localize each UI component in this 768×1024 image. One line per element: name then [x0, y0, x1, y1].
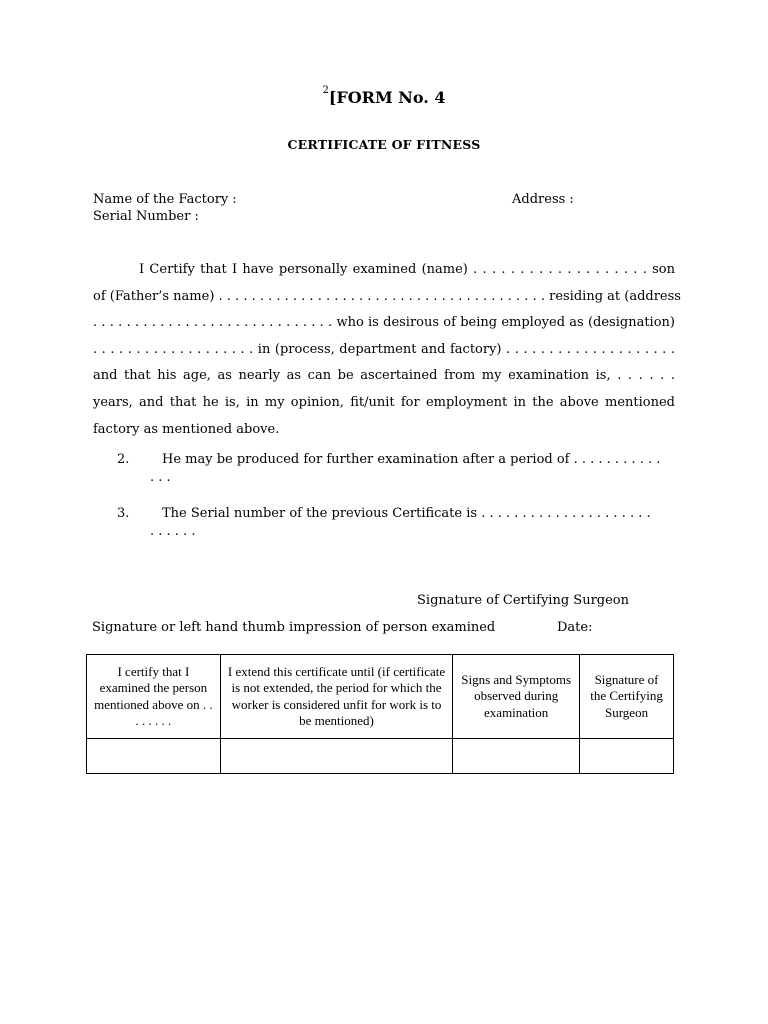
table-header-row [87, 655, 674, 739]
extension-table [86, 654, 674, 774]
item-number: 3. [117, 506, 130, 521]
date-label: Date: [557, 620, 593, 635]
paragraph-line: factory as mentioned above. [93, 421, 280, 437]
table-cell[interactable] [87, 739, 221, 774]
paragraph-line: . . . . . . . . . . . . . . . . . . . . . . . . . . . . . who is desirous of being employed as (designation) [93, 315, 675, 331]
item-continuation: . . . [150, 470, 171, 485]
footnote-marker: 2 [322, 84, 329, 96]
address-label: Address : [512, 192, 574, 207]
item-text: He may be produced for further examination after a period of . . . . . . . . . . . [162, 452, 661, 467]
factory-name-label: Name of the Factory : [93, 192, 237, 207]
item-text: The Serial number of the previous Certificate is . . . . . . . . . . . . . . . . . . . . . [162, 506, 651, 521]
person-signature-label: Signature or left hand thumb impression of person examined [92, 620, 496, 635]
header-cell-extend-until: I extend this certificate until (if certificate is not extended, the period for which the worker is considered unfit for work is to be mentioned) [220, 655, 452, 739]
certificate-paragraph [93, 257, 681, 443]
surgeon-signature-label: Signature of Certifying Surgeon [417, 593, 629, 608]
item-continuation: . . . . . . [150, 524, 196, 539]
certificate-heading: CERTIFICATE OF FITNESS [287, 137, 481, 152]
table-cell[interactable] [220, 739, 452, 774]
item-number: 2. [117, 452, 130, 467]
paragraph-line: and that his age, as nearly as can be ascertained from my examination is, . . . . . . [93, 368, 675, 384]
paragraph-line: . . . . . . . . . . . . . . . . . . . in (process, department and factory) . . . . . . . . . . . . . . . . . . . . [93, 341, 675, 357]
form-title [0, 84, 768, 107]
table-row [87, 739, 674, 774]
paragraph-line: years, and that he is, in my opinion, fit/unit for employment in the above mentioned [93, 394, 675, 410]
header-cell-signs-symptoms: Signs and Symptoms observed during examination [453, 655, 580, 739]
table-cell[interactable] [453, 739, 580, 774]
paragraph-line: of (Father’s name) . . . . . . . . . . . . . . . . . . . . . . . . . . . . . . . . . . . . . . . . residing at (address [93, 288, 681, 304]
paragraph-line: I Certify that I have personally examined (name) . . . . . . . . . . . . . . . . . . . son [139, 262, 675, 277]
form-number: [FORM No. 4 [328, 88, 446, 107]
table-cell[interactable] [580, 739, 674, 774]
header-cell-examined-on: I certify that I examined the person mentioned above on . . . . . . . . [87, 655, 221, 739]
header-cell-surgeon-signature: Signature of the Certifying Surgeon [580, 655, 674, 739]
serial-number-label: Serial Number : [93, 209, 199, 224]
